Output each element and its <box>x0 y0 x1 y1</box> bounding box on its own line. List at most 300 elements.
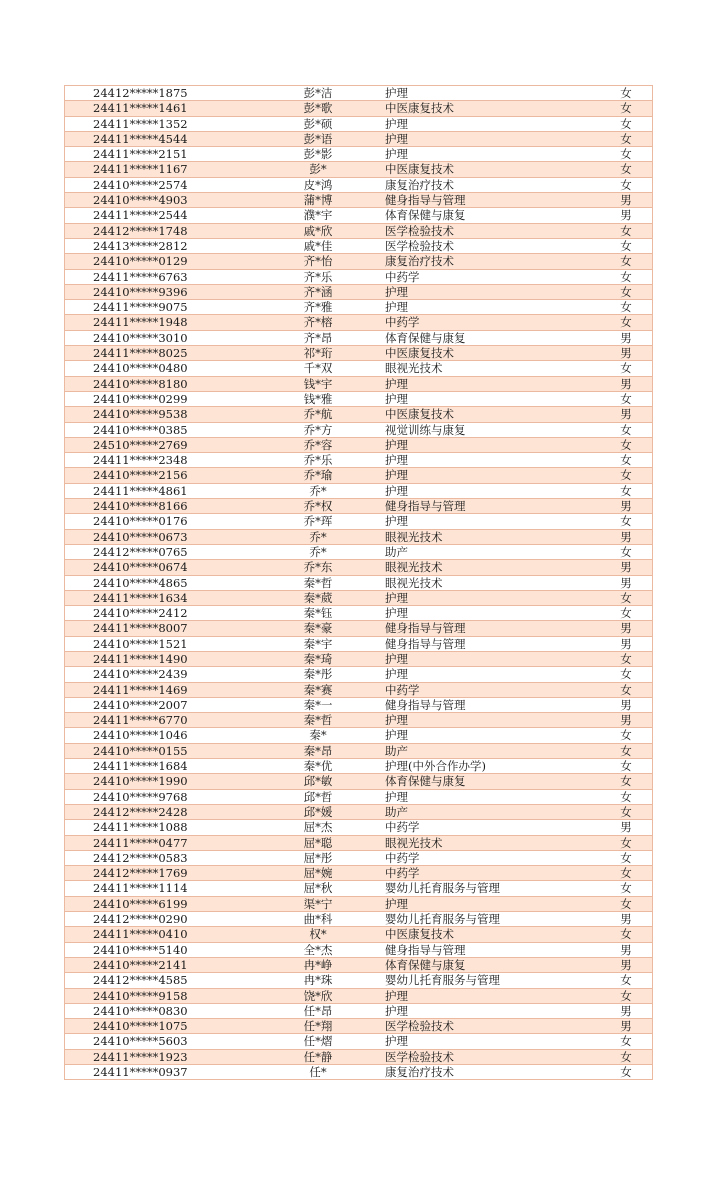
student-name-cell: 戚*欣 <box>253 223 383 238</box>
student-id-cell: 24411*****0937 <box>65 1065 254 1080</box>
table-row <box>65 820 653 835</box>
gender-cell: 男 <box>600 1003 653 1018</box>
table-row <box>65 789 653 804</box>
student-id-cell: 24412*****4585 <box>65 973 254 988</box>
gender-cell: 女 <box>600 1049 653 1064</box>
student-name-cell: 钱*雅 <box>253 391 383 406</box>
table-row <box>65 238 653 253</box>
student-id-cell: 24411*****2544 <box>65 208 254 223</box>
student-name-cell: 秦*钰 <box>253 606 383 621</box>
major-cell: 健身指导与管理 <box>383 621 600 636</box>
gender-cell: 女 <box>600 422 653 437</box>
major-cell: 健身指导与管理 <box>383 499 600 514</box>
major-cell: 中药学 <box>383 269 600 284</box>
student-name-cell: 秦*琦 <box>253 651 383 666</box>
student-name-cell: 彭*洁 <box>253 86 383 101</box>
table-row <box>65 131 653 146</box>
student-id-cell: 24410*****2412 <box>65 606 254 621</box>
major-cell: 中药学 <box>383 866 600 881</box>
table-row <box>65 376 653 391</box>
gender-cell: 女 <box>600 223 653 238</box>
gender-cell: 女 <box>600 514 653 529</box>
table-row <box>65 713 653 728</box>
gender-cell: 女 <box>600 361 653 376</box>
table-row <box>65 223 653 238</box>
student-id-cell: 24411*****1088 <box>65 820 254 835</box>
gender-cell: 男 <box>600 208 653 223</box>
major-cell: 眼视光技术 <box>383 560 600 575</box>
major-cell: 眼视光技术 <box>383 575 600 590</box>
table-row <box>65 529 653 544</box>
student-name-cell: 齐*涵 <box>253 284 383 299</box>
gender-cell: 女 <box>600 881 653 896</box>
student-id-cell: 24411*****0477 <box>65 835 254 850</box>
student-id-cell: 24412*****2428 <box>65 804 254 819</box>
table-row <box>65 86 653 101</box>
gender-cell: 女 <box>600 162 653 177</box>
student-id-cell: 24412*****1875 <box>65 86 254 101</box>
student-name-cell: 皮*鸿 <box>253 177 383 192</box>
table-row <box>65 208 653 223</box>
gender-cell: 女 <box>600 789 653 804</box>
major-cell: 护理 <box>383 284 600 299</box>
student-id-cell: 24411*****1469 <box>65 682 254 697</box>
table-row <box>65 651 653 666</box>
student-name-cell: 乔* <box>253 529 383 544</box>
student-name-cell: 祁*珩 <box>253 346 383 361</box>
gender-cell: 女 <box>600 453 653 468</box>
student-id-cell: 24410*****9158 <box>65 988 254 1003</box>
gender-cell: 女 <box>600 606 653 621</box>
student-id-cell: 24410*****0299 <box>65 391 254 406</box>
gender-cell: 男 <box>600 499 653 514</box>
table-row <box>65 269 653 284</box>
major-cell: 康复治疗技术 <box>383 1065 600 1080</box>
student-id-cell: 24410*****0830 <box>65 1003 254 1018</box>
student-id-cell: 24410*****0673 <box>65 529 254 544</box>
gender-cell: 男 <box>600 1019 653 1034</box>
gender-cell: 女 <box>600 743 653 758</box>
student-id-cell: 24411*****8007 <box>65 621 254 636</box>
table-row <box>65 162 653 177</box>
student-id-cell: 24411*****1923 <box>65 1049 254 1064</box>
table-row <box>65 346 653 361</box>
table-row <box>65 636 653 651</box>
student-id-cell: 24410*****1521 <box>65 636 254 651</box>
major-cell: 护理 <box>383 391 600 406</box>
student-id-cell: 24411*****0410 <box>65 927 254 942</box>
major-cell: 中药学 <box>383 315 600 330</box>
student-name-cell: 钱*宇 <box>253 376 383 391</box>
gender-cell: 男 <box>600 193 653 208</box>
student-name-cell: 秦*昂 <box>253 743 383 758</box>
table-row <box>65 544 653 559</box>
gender-cell: 男 <box>600 621 653 636</box>
student-name-cell: 乔*乐 <box>253 453 383 468</box>
student-name-cell: 全*杰 <box>253 942 383 957</box>
table-row <box>65 697 653 712</box>
student-id-cell: 24410*****9396 <box>65 284 254 299</box>
major-cell: 体育保健与康复 <box>383 957 600 972</box>
gender-cell: 女 <box>600 1034 653 1049</box>
major-cell: 护理(中外合作办学) <box>383 759 600 774</box>
student-name-cell: 秦* <box>253 728 383 743</box>
student-name-cell: 渠*宁 <box>253 896 383 911</box>
student-id-cell: 24410*****8166 <box>65 499 254 514</box>
major-cell: 护理 <box>383 651 600 666</box>
major-cell: 视觉训练与康复 <box>383 422 600 437</box>
major-cell: 康复治疗技术 <box>383 254 600 269</box>
student-name-cell: 齐*乐 <box>253 269 383 284</box>
table-row <box>65 973 653 988</box>
major-cell: 健身指导与管理 <box>383 942 600 957</box>
student-id-cell: 24410*****4903 <box>65 193 254 208</box>
student-name-cell: 曲*科 <box>253 912 383 927</box>
table-row <box>65 850 653 865</box>
student-name-cell: 秦*哲 <box>253 713 383 728</box>
gender-cell: 女 <box>600 850 653 865</box>
table-row <box>65 560 653 575</box>
major-cell: 眼视光技术 <box>383 361 600 376</box>
table-row <box>65 254 653 269</box>
gender-cell: 女 <box>600 147 653 162</box>
student-name-cell: 秦*彤 <box>253 667 383 682</box>
gender-cell: 女 <box>600 269 653 284</box>
student-name-cell: 齐*榕 <box>253 315 383 330</box>
major-cell: 护理 <box>383 667 600 682</box>
table-row <box>65 606 653 621</box>
table-row <box>65 330 653 345</box>
gender-cell: 女 <box>600 116 653 131</box>
major-cell: 助产 <box>383 804 600 819</box>
student-id-cell: 24410*****0674 <box>65 560 254 575</box>
student-id-cell: 24411*****1948 <box>65 315 254 330</box>
student-name-cell: 秦*哲 <box>253 575 383 590</box>
gender-cell: 女 <box>600 804 653 819</box>
student-id-cell: 24411*****1490 <box>65 651 254 666</box>
student-id-cell: 24410*****1046 <box>65 728 254 743</box>
student-id-cell: 24412*****0765 <box>65 544 254 559</box>
gender-cell: 男 <box>600 912 653 927</box>
table-row <box>65 514 653 529</box>
student-name-cell: 乔*东 <box>253 560 383 575</box>
student-name-cell: 饶*欣 <box>253 988 383 1003</box>
major-cell: 护理 <box>383 468 600 483</box>
table-row <box>65 300 653 315</box>
table-row <box>65 147 653 162</box>
major-cell: 医学检验技术 <box>383 238 600 253</box>
student-name-cell: 濮*宇 <box>253 208 383 223</box>
gender-cell: 男 <box>600 560 653 575</box>
table-row <box>65 422 653 437</box>
student-id-cell: 24410*****0176 <box>65 514 254 529</box>
table-row <box>65 743 653 758</box>
major-cell: 婴幼儿托育服务与管理 <box>383 973 600 988</box>
table-row <box>65 361 653 376</box>
major-cell: 护理 <box>383 728 600 743</box>
major-cell: 护理 <box>383 988 600 1003</box>
major-cell: 护理 <box>383 116 600 131</box>
student-id-cell: 24410*****2141 <box>65 957 254 972</box>
student-id-cell: 24411*****1684 <box>65 759 254 774</box>
table-row <box>65 896 653 911</box>
table-row <box>65 407 653 422</box>
major-cell: 护理 <box>383 713 600 728</box>
major-cell: 体育保健与康复 <box>383 774 600 789</box>
table-row <box>65 804 653 819</box>
student-name-cell: 邱*哲 <box>253 789 383 804</box>
student-id-cell: 24410*****2439 <box>65 667 254 682</box>
table-row <box>65 1019 653 1034</box>
student-name-cell: 齐*昂 <box>253 330 383 345</box>
student-id-cell: 24410*****0385 <box>65 422 254 437</box>
gender-cell: 男 <box>600 957 653 972</box>
student-name-cell: 邱*敏 <box>253 774 383 789</box>
major-cell: 体育保健与康复 <box>383 330 600 345</box>
student-id-cell: 24411*****6770 <box>65 713 254 728</box>
table-row <box>65 1003 653 1018</box>
gender-cell: 女 <box>600 896 653 911</box>
student-name-cell: 戚*佳 <box>253 238 383 253</box>
table-row <box>65 453 653 468</box>
gender-cell: 女 <box>600 437 653 452</box>
student-id-cell: 24411*****9075 <box>65 300 254 315</box>
table-row <box>65 468 653 483</box>
student-name-cell: 任*静 <box>253 1049 383 1064</box>
table-row <box>65 483 653 498</box>
student-id-cell: 24410*****0129 <box>65 254 254 269</box>
gender-cell: 女 <box>600 835 653 850</box>
table-row <box>65 315 653 330</box>
student-name-cell: 蒲*博 <box>253 193 383 208</box>
student-name-cell: 邱*媛 <box>253 804 383 819</box>
major-cell: 护理 <box>383 789 600 804</box>
table-row <box>65 101 653 116</box>
student-name-cell: 秦*一 <box>253 697 383 712</box>
major-cell: 护理 <box>383 300 600 315</box>
student-name-cell: 任*翔 <box>253 1019 383 1034</box>
table-row <box>65 682 653 697</box>
student-name-cell: 屈*杰 <box>253 820 383 835</box>
student-id-cell: 24410*****2156 <box>65 468 254 483</box>
table-row <box>65 499 653 514</box>
gender-cell: 女 <box>600 1065 653 1080</box>
student-name-cell: 彭*硕 <box>253 116 383 131</box>
student-id-cell: 24412*****1748 <box>65 223 254 238</box>
major-cell: 护理 <box>383 483 600 498</box>
student-id-cell: 24411*****1167 <box>65 162 254 177</box>
major-cell: 护理 <box>383 86 600 101</box>
major-cell: 护理 <box>383 606 600 621</box>
student-id-cell: 24412*****1769 <box>65 866 254 881</box>
student-name-cell: 任*昂 <box>253 1003 383 1018</box>
major-cell: 护理 <box>383 514 600 529</box>
student-id-cell: 24410*****3010 <box>65 330 254 345</box>
student-id-cell: 24410*****9768 <box>65 789 254 804</box>
gender-cell: 女 <box>600 973 653 988</box>
major-cell: 助产 <box>383 544 600 559</box>
student-id-cell: 24411*****1114 <box>65 881 254 896</box>
student-name-cell: 秦*优 <box>253 759 383 774</box>
table-row <box>65 1049 653 1064</box>
student-name-cell: 冉*峥 <box>253 957 383 972</box>
student-id-cell: 24410*****2007 <box>65 697 254 712</box>
student-id-cell: 24410*****6199 <box>65 896 254 911</box>
gender-cell: 男 <box>600 713 653 728</box>
student-name-cell: 齐*怡 <box>253 254 383 269</box>
major-cell: 医学检验技术 <box>383 1049 600 1064</box>
major-cell: 眼视光技术 <box>383 529 600 544</box>
gender-cell: 女 <box>600 315 653 330</box>
student-name-cell: 秦*赛 <box>253 682 383 697</box>
major-cell: 健身指导与管理 <box>383 636 600 651</box>
major-cell: 中药学 <box>383 850 600 865</box>
gender-cell: 女 <box>600 254 653 269</box>
student-name-cell: 乔* <box>253 544 383 559</box>
student-id-cell: 24411*****1461 <box>65 101 254 116</box>
table-row <box>65 728 653 743</box>
major-cell: 中医康复技术 <box>383 346 600 361</box>
major-cell: 中药学 <box>383 820 600 835</box>
gender-cell: 女 <box>600 682 653 697</box>
gender-cell: 女 <box>600 86 653 101</box>
table-row <box>65 881 653 896</box>
table-row <box>65 1065 653 1080</box>
student-name-cell: 乔*容 <box>253 437 383 452</box>
table-row <box>65 759 653 774</box>
major-cell: 护理 <box>383 590 600 605</box>
student-name-cell: 乔* <box>253 483 383 498</box>
gender-cell: 女 <box>600 177 653 192</box>
major-cell: 护理 <box>383 1003 600 1018</box>
major-cell: 中医康复技术 <box>383 927 600 942</box>
gender-cell: 女 <box>600 774 653 789</box>
student-id-cell: 24410*****0480 <box>65 361 254 376</box>
gender-cell: 女 <box>600 988 653 1003</box>
table-row <box>65 835 653 850</box>
student-name-cell: 乔*权 <box>253 499 383 514</box>
gender-cell: 女 <box>600 667 653 682</box>
student-name-cell: 乔*航 <box>253 407 383 422</box>
gender-cell: 男 <box>600 346 653 361</box>
major-cell: 医学检验技术 <box>383 223 600 238</box>
student-id-cell: 24411*****4861 <box>65 483 254 498</box>
student-name-cell: 秦*葳 <box>253 590 383 605</box>
gender-cell: 男 <box>600 575 653 590</box>
table-row <box>65 774 653 789</box>
student-id-cell: 24410*****4865 <box>65 575 254 590</box>
student-id-cell: 24411*****1634 <box>65 590 254 605</box>
student-id-cell: 24410*****9538 <box>65 407 254 422</box>
gender-cell: 女 <box>600 651 653 666</box>
gender-cell: 女 <box>600 101 653 116</box>
major-cell: 中医康复技术 <box>383 101 600 116</box>
table-row <box>65 912 653 927</box>
student-id-cell: 24410*****1990 <box>65 774 254 789</box>
gender-cell: 男 <box>600 529 653 544</box>
gender-cell: 男 <box>600 636 653 651</box>
student-name-cell: 权* <box>253 927 383 942</box>
gender-cell: 女 <box>600 483 653 498</box>
table-row <box>65 284 653 299</box>
table-row <box>65 437 653 452</box>
major-cell: 健身指导与管理 <box>383 697 600 712</box>
gender-cell: 女 <box>600 284 653 299</box>
student-roster-table <box>64 85 653 1080</box>
student-id-cell: 24410*****2574 <box>65 177 254 192</box>
gender-cell: 女 <box>600 131 653 146</box>
gender-cell: 女 <box>600 300 653 315</box>
table-row <box>65 391 653 406</box>
gender-cell: 女 <box>600 728 653 743</box>
major-cell: 中医康复技术 <box>383 407 600 422</box>
student-name-cell: 彭*歌 <box>253 101 383 116</box>
table-body <box>65 86 653 1080</box>
student-id-cell: 24411*****6763 <box>65 269 254 284</box>
major-cell: 护理 <box>383 131 600 146</box>
gender-cell: 女 <box>600 468 653 483</box>
major-cell: 婴幼儿托育服务与管理 <box>383 881 600 896</box>
table-row <box>65 193 653 208</box>
student-name-cell: 秦*豪 <box>253 621 383 636</box>
table-row <box>65 667 653 682</box>
gender-cell: 男 <box>600 330 653 345</box>
gender-cell: 女 <box>600 391 653 406</box>
major-cell: 医学检验技术 <box>383 1019 600 1034</box>
student-name-cell: 乔*瑜 <box>253 468 383 483</box>
student-id-cell: 24412*****0583 <box>65 850 254 865</box>
table-row <box>65 177 653 192</box>
major-cell: 护理 <box>383 896 600 911</box>
student-id-cell: 24413*****2812 <box>65 238 254 253</box>
student-name-cell: 屈*聪 <box>253 835 383 850</box>
table-row <box>65 988 653 1003</box>
major-cell: 护理 <box>383 1034 600 1049</box>
major-cell: 护理 <box>383 453 600 468</box>
student-id-cell: 24410*****5603 <box>65 1034 254 1049</box>
table-row <box>65 942 653 957</box>
student-id-cell: 24410*****0155 <box>65 743 254 758</box>
student-id-cell: 24411*****1352 <box>65 116 254 131</box>
major-cell: 护理 <box>383 147 600 162</box>
gender-cell: 男 <box>600 942 653 957</box>
major-cell: 助产 <box>383 743 600 758</box>
student-name-cell: 乔*方 <box>253 422 383 437</box>
major-cell: 眼视光技术 <box>383 835 600 850</box>
gender-cell: 女 <box>600 927 653 942</box>
student-id-cell: 24510*****2769 <box>65 437 254 452</box>
major-cell: 体育保健与康复 <box>383 208 600 223</box>
student-name-cell: 任* <box>253 1065 383 1080</box>
table-row <box>65 575 653 590</box>
table-row <box>65 590 653 605</box>
student-id-cell: 24410*****1075 <box>65 1019 254 1034</box>
gender-cell: 男 <box>600 376 653 391</box>
student-name-cell: 屈*婉 <box>253 866 383 881</box>
gender-cell: 男 <box>600 820 653 835</box>
major-cell: 中医康复技术 <box>383 162 600 177</box>
gender-cell: 男 <box>600 407 653 422</box>
student-name-cell: 彭* <box>253 162 383 177</box>
student-name-cell: 屈*秋 <box>253 881 383 896</box>
gender-cell: 女 <box>600 238 653 253</box>
student-id-cell: 24411*****4544 <box>65 131 254 146</box>
student-name-cell: 乔*珲 <box>253 514 383 529</box>
table-row <box>65 927 653 942</box>
student-name-cell: 冉*珠 <box>253 973 383 988</box>
gender-cell: 女 <box>600 759 653 774</box>
student-name-cell: 彭*影 <box>253 147 383 162</box>
